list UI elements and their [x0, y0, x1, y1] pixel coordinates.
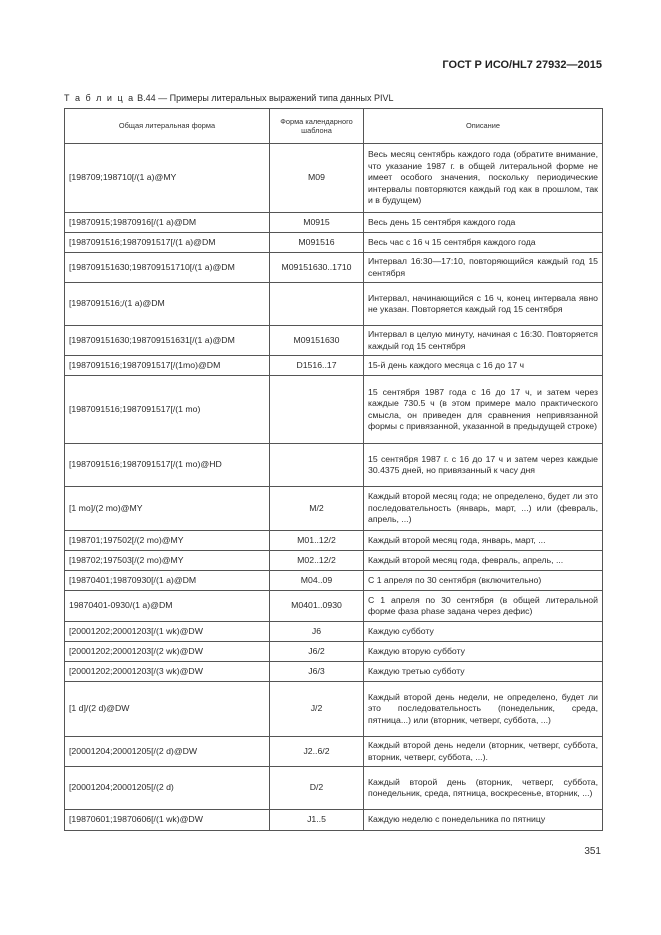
table-row	[65, 213, 603, 233]
description-cell: 15-й день каждого месяца с 16 до 17 ч	[364, 356, 603, 376]
description-cell: Каждую субботу	[364, 622, 603, 642]
calendar-pattern-cell: M09	[270, 144, 364, 213]
calendar-pattern-cell: M09151630	[270, 326, 364, 356]
calendar-pattern-cell: M0915	[270, 213, 364, 233]
general-form-cell: [20001202;20001203[/(3 wk)@DW	[65, 662, 270, 682]
table-row	[65, 356, 603, 376]
table-row	[65, 767, 603, 810]
calendar-pattern-cell: J6/2	[270, 642, 364, 662]
table-body	[65, 144, 603, 831]
general-form-cell: [1987091516;1987091517[/(1 mo)@HD	[65, 444, 270, 487]
general-form-cell: [20001202;20001203[/(2 wk)@DW	[65, 642, 270, 662]
description-cell: Каждую вторую субботу	[364, 642, 603, 662]
column-header-calendar-pattern: Форма календарного шаблона	[270, 109, 364, 144]
description-cell: Каждый второй месяц года, февраль, апрель, ...	[364, 551, 603, 571]
table-row	[65, 253, 603, 283]
general-form-cell: [1987091516;1987091517[/(1 a)@DM	[65, 233, 270, 253]
calendar-pattern-cell	[270, 283, 364, 326]
pivl-examples-table	[64, 108, 603, 831]
general-form-cell: 19870401-0930/(1 a)@DM	[65, 591, 270, 622]
table-row	[65, 810, 603, 831]
table-row	[65, 233, 603, 253]
calendar-pattern-cell: M09151630..1710	[270, 253, 364, 283]
column-header-description: Описание	[364, 109, 603, 144]
calendar-pattern-cell	[270, 444, 364, 487]
description-cell: Каждый второй день недели, не определено, будет ли это последовательность (понедельник, среда, пятница...) или (вторник, четверг, суббота, ...)	[364, 682, 603, 737]
table-row	[65, 444, 603, 487]
table-row	[65, 737, 603, 767]
column-header-general-form: Общая литеральная форма	[65, 109, 270, 144]
general-form-cell: [1987091516;1987091517[/(1 mo)	[65, 376, 270, 444]
description-cell: С 1 апреля по 30 сентября (в общей литеральной форме фаза phase задана через дефис)	[364, 591, 603, 622]
table-row	[65, 591, 603, 622]
calendar-pattern-cell: J/2	[270, 682, 364, 737]
table-caption	[64, 93, 394, 103]
calendar-pattern-cell: M01..12/2	[270, 531, 364, 551]
table-caption-label: Т а б л и ц а	[64, 93, 135, 103]
calendar-pattern-cell	[270, 376, 364, 444]
description-cell: С 1 апреля по 30 сентября (включительно)	[364, 571, 603, 591]
table-row	[65, 283, 603, 326]
calendar-pattern-cell: M04..09	[270, 571, 364, 591]
description-cell: Весь час с 16 ч 15 сентября каждого года	[364, 233, 603, 253]
table-header-row	[65, 109, 603, 144]
description-cell: Весь месяц сентябрь каждого года (обратите внимание, что указание 1987 г. в общей литеральной форме не имеет особого значения, поскольку периодические интервалы повторяются каждый год как в прошлом, так и в будущем)	[364, 144, 603, 213]
calendar-pattern-cell: M0401..0930	[270, 591, 364, 622]
table-row	[65, 531, 603, 551]
general-form-cell: [20001204;20001205[/(2 d)	[65, 767, 270, 810]
general-form-cell: [198701;197502[/(2 mo)@MY	[65, 531, 270, 551]
description-cell: 15 сентября 1987 года с 16 до 17 ч, и затем через каждые 730.5 ч (в этом примере мало практического смысла, он приведен для сравнения непривязанной формы с привязанной, указанной в предыдущей строке)	[364, 376, 603, 444]
general-form-cell: [198702;197503[/(2 mo)@MY	[65, 551, 270, 571]
general-form-cell: [1987091516;/(1 a)@DM	[65, 283, 270, 326]
calendar-pattern-cell: D1516..17	[270, 356, 364, 376]
description-cell: Интервал в целую минуту, начиная с 16:30. Повторяется каждый год 15 сентября	[364, 326, 603, 356]
general-form-cell: [19870915;19870916[/(1 a)@DM	[65, 213, 270, 233]
general-form-cell: [1987091516;1987091517[/(1mo)@DM	[65, 356, 270, 376]
description-cell: Каждую третью субботу	[364, 662, 603, 682]
calendar-pattern-cell: M/2	[270, 487, 364, 531]
general-form-cell: [198709151630;198709151710[/(1 a)@DM	[65, 253, 270, 283]
description-cell: Интервал 16:30—17:10, повторяющийся каждый год 15 сентября	[364, 253, 603, 283]
table-row	[65, 642, 603, 662]
description-cell: Каждый второй день недели (вторник, четверг, суббота, вторник, четверг, суббота, ...).	[364, 737, 603, 767]
description-cell: Весь день 15 сентября каждого года	[364, 213, 603, 233]
table-row	[65, 376, 603, 444]
general-form-cell: [20001202;20001203[/(1 wk)@DW	[65, 622, 270, 642]
calendar-pattern-cell: M02..12/2	[270, 551, 364, 571]
description-cell: Интервал, начинающийся с 16 ч, конец интервала явно не указан. Повторяется каждый год 15 сентября	[364, 283, 603, 326]
table-row	[65, 571, 603, 591]
table-row	[65, 682, 603, 737]
page-number: 351	[584, 846, 601, 857]
table-caption-title: — Примеры литеральных выражений типа данных PIVL	[158, 93, 394, 103]
table-row	[65, 487, 603, 531]
description-cell: Каждый второй месяц года; не определено, будет ли это последовательность (январь, март, ...) или (февраль, апрель, ...)	[364, 487, 603, 531]
general-form-cell: [19870601;19870606[/(1 wk)@DW	[65, 810, 270, 831]
table-row	[65, 144, 603, 213]
calendar-pattern-cell: J1..5	[270, 810, 364, 831]
general-form-cell: [198709151630;198709151631[/(1 a)@DM	[65, 326, 270, 356]
general-form-cell: [20001204;20001205[/(2 d)@DW	[65, 737, 270, 767]
table-row	[65, 551, 603, 571]
table-caption-number: B.44	[137, 93, 156, 103]
calendar-pattern-cell: M091516	[270, 233, 364, 253]
calendar-pattern-cell: J2..6/2	[270, 737, 364, 767]
document-code: ГОСТ Р ИСО/HL7 27932—2015	[442, 59, 602, 71]
calendar-pattern-cell: J6/3	[270, 662, 364, 682]
table-row	[65, 622, 603, 642]
table-row	[65, 662, 603, 682]
general-form-cell: [1 d]/(2 d)@DW	[65, 682, 270, 737]
calendar-pattern-cell: D/2	[270, 767, 364, 810]
calendar-pattern-cell: J6	[270, 622, 364, 642]
description-cell: 15 сентября 1987 г. с 16 до 17 ч и затем через каждые 30.4375 дней, но привязанный к часу дня	[364, 444, 603, 487]
description-cell: Каждый второй месяц года, январь, март, ...	[364, 531, 603, 551]
general-form-cell: [19870401;19870930[/(1 a)@DM	[65, 571, 270, 591]
description-cell: Каждый второй день (вторник, четверг, суббота, понедельник, среда, пятница, воскресенье, вторник, ...)	[364, 767, 603, 810]
general-form-cell: [198709;198710[/(1 a)@MY	[65, 144, 270, 213]
general-form-cell: [1 mo]/(2 mo)@MY	[65, 487, 270, 531]
table-row	[65, 326, 603, 356]
description-cell: Каждую неделю с понедельника по пятницу	[364, 810, 603, 831]
